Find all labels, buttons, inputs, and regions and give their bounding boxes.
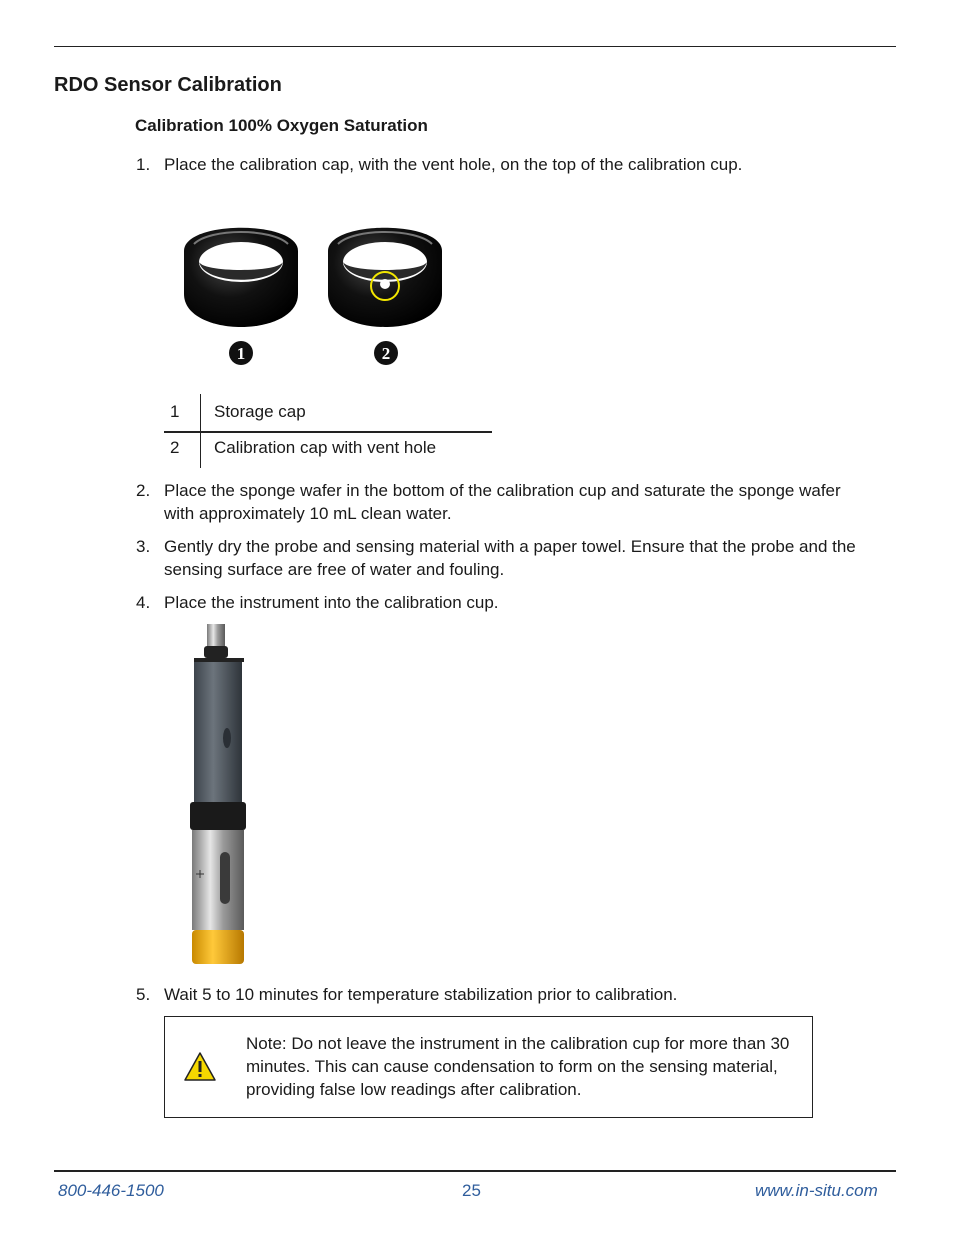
legend-label: Calibration cap with vent hole	[214, 438, 437, 457]
vent-hole	[380, 279, 390, 289]
footer-rule	[54, 1170, 896, 1172]
calibration-cup-rim	[190, 802, 246, 830]
legend-label: Storage cap	[214, 402, 306, 421]
subsection-title: Calibration 100% Oxygen Saturation	[135, 116, 428, 135]
storage-cap-image	[184, 228, 298, 327]
svg-text:2: 2	[381, 344, 391, 363]
step-text: Gently dry the probe and sensing material with a paper towel. Ensure that the probe and the sensing surface are free of water and fouling.	[164, 537, 856, 579]
step-number: 3.	[136, 537, 151, 556]
step-number: 4.	[136, 593, 151, 612]
footer-page-number: 25	[462, 1181, 481, 1200]
legend-row	[164, 432, 492, 468]
note-text: Note: Do not leave the instrument in the calibration cup for more than 30 minutes. This can cause condensation to form on the sensing material, providing false low readings after calibration.	[246, 1034, 790, 1099]
figure-legend	[164, 394, 492, 457]
step-number: 2.	[136, 481, 151, 500]
connector	[207, 624, 225, 648]
step-number: 1.	[136, 155, 151, 174]
warning-icon	[183, 1051, 217, 1083]
step-text: Place the sponge wafer in the bottom of the calibration cup and saturate the sponge wafer with approximately 10 mL clean water.	[164, 481, 841, 523]
step-text: Place the instrument into the calibration cup.	[164, 593, 499, 612]
probe-body	[194, 662, 242, 802]
legend-number: 1	[170, 402, 180, 421]
step-text: Wait 5 to 10 minutes for temperature stabilization prior to calibration.	[164, 985, 678, 1004]
note-box	[164, 1016, 813, 1118]
calibration-cup	[192, 830, 244, 930]
step-number: 5.	[136, 985, 151, 1004]
instrument-image	[180, 622, 260, 966]
svg-text:1: 1	[236, 344, 246, 363]
sponge-wafer	[192, 930, 244, 964]
calibration-cap-image	[328, 228, 442, 327]
footer-website[interactable]: www.in-situ.com	[755, 1181, 878, 1200]
legend-row	[164, 394, 492, 430]
section-title: RDO Sensor Calibration	[54, 74, 282, 96]
footer-phone: 800-446-1500	[58, 1181, 164, 1200]
callout-2	[374, 341, 398, 365]
legend-number: 2	[170, 438, 180, 457]
step-text: Place the calibration cap, with the vent hole, on the top of the calibration cup.	[164, 155, 743, 174]
caps-figure	[180, 206, 450, 370]
callout-1	[229, 341, 253, 365]
header-rule	[54, 46, 896, 47]
